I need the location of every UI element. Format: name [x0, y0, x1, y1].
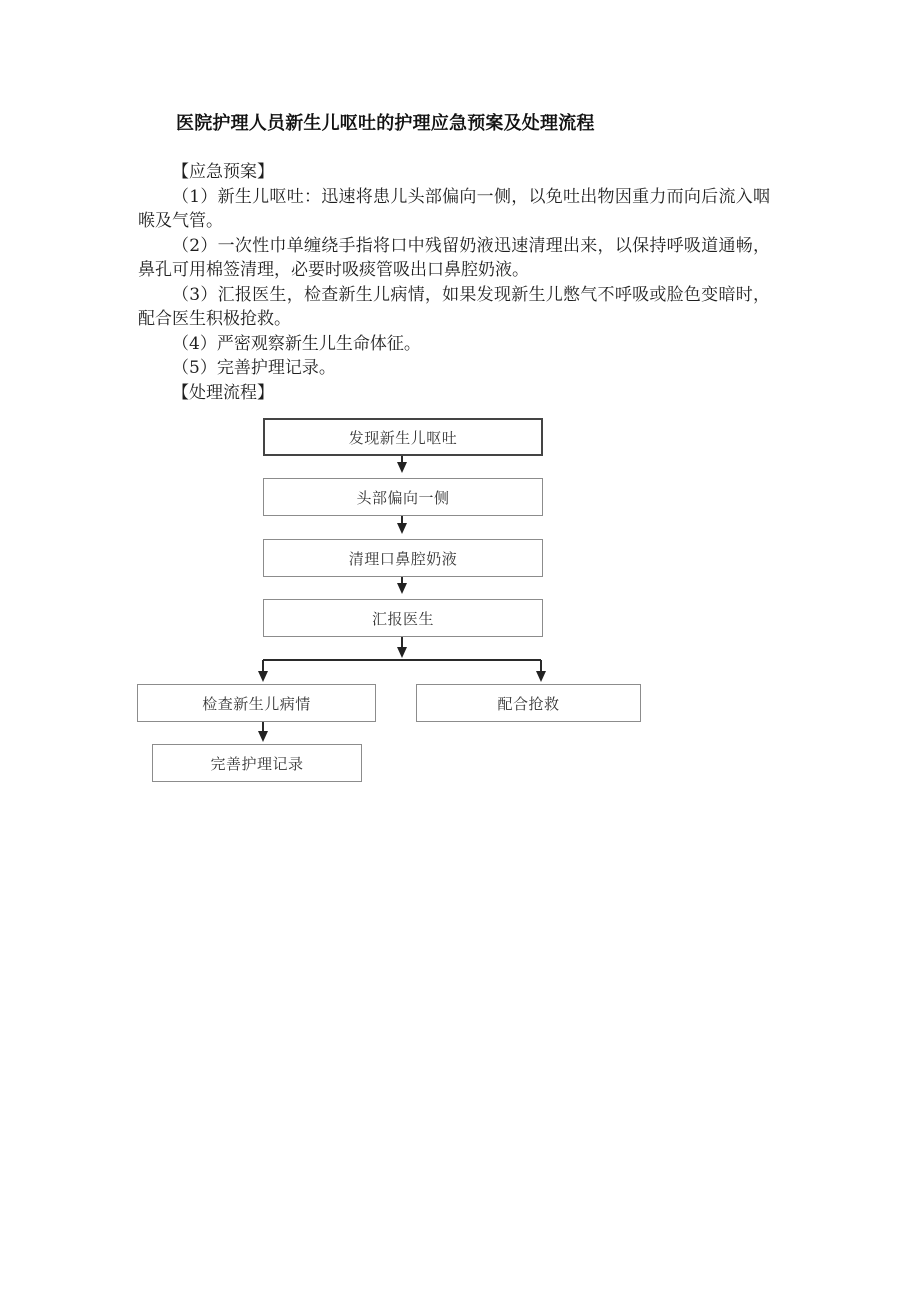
- flow-node-discover: 发现新生儿呕吐: [263, 418, 543, 456]
- flow-node-record: 完善护理记录: [152, 744, 362, 782]
- document-title: 医院护理人员新生儿呕吐的护理应急预案及处理流程: [176, 113, 595, 134]
- plan-heading: 【应急预案】: [172, 162, 274, 182]
- step-4: （4）严密观察新生儿生命体征。: [172, 333, 421, 354]
- step-1: （1）新生儿呕吐：迅速将患儿头部偏向一侧，以免吐出物因重力而向后流入咽喉及气管。: [138, 186, 770, 231]
- flow-node-rescue: 配合抢救: [416, 684, 641, 722]
- flow-node-head: 头部偏向一侧: [263, 478, 543, 516]
- flow-node-check: 检查新生儿病情: [137, 684, 376, 722]
- document-body: [138, 160, 770, 405]
- flow-heading: 【处理流程】: [172, 382, 274, 403]
- flow-node-report: 汇报医生: [263, 599, 543, 637]
- flow-node-clear: 清理口鼻腔奶液: [263, 539, 543, 577]
- step-3: （3）汇报医生，检查新生儿病情，如果发现新生儿憋气不呼吸或脸色变暗时，配合医生积极抢救。: [138, 284, 770, 329]
- step-5: （5）完善护理记录。: [172, 358, 336, 378]
- step-2: （2）一次性巾单缠绕手指将口中残留奶液迅速清理出来，以保持呼吸道通畅，鼻孔可用棉签清理，必要时吸痰管吸出口鼻腔奶液。: [138, 235, 770, 280]
